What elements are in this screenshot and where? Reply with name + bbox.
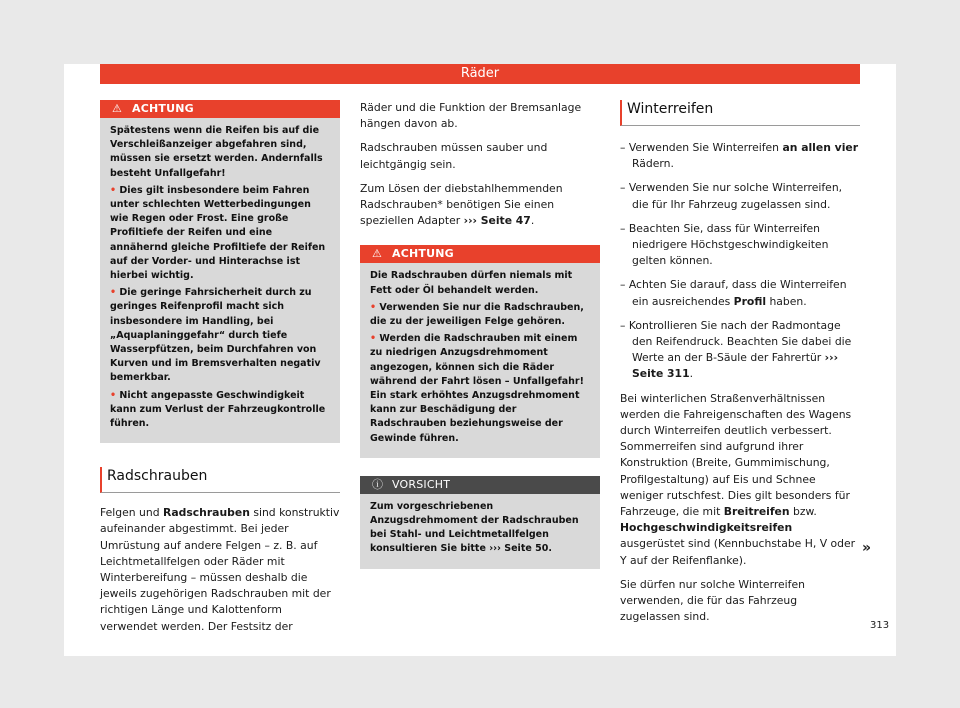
page-reference-link[interactable]: ››› Seite 311	[632, 351, 839, 381]
warning-box-header	[360, 245, 600, 263]
warning-box-header	[100, 100, 340, 118]
page-reference-link[interactable]: ››› Seite 47	[463, 214, 531, 228]
column-middle	[360, 100, 600, 569]
warning-bullet: • Nicht angepasste Geschwindigkeit kann zum Verlust der Fahrzeugkontrolle führen.	[110, 389, 330, 432]
bold-text: Hochgeschwindigkeitsreifen	[620, 521, 793, 535]
list-item	[620, 221, 860, 270]
paragraph: Sie dürfen nur solche Winterreifen verwenden, die für das Fahrzeug zugelassen sind.	[620, 577, 805, 624]
warning-box-body	[360, 263, 600, 457]
warning-box-body	[100, 118, 340, 443]
warning-intro: Die Radschrauben dürfen niemals mit Fett oder Öl behandelt werden.	[370, 270, 573, 296]
warning-triangle-icon: ⚠	[112, 102, 123, 115]
text: haben.	[766, 294, 807, 308]
bold-text: an allen vier	[782, 141, 859, 154]
warning-box	[360, 245, 600, 457]
caution-box-body	[360, 494, 600, 569]
text: .	[548, 543, 552, 555]
bold-text: Breitreifen	[723, 505, 790, 519]
instruction-list	[620, 140, 860, 383]
caution-label: VORSICHT	[392, 477, 451, 491]
text: Verwenden Sie Winterreifen	[628, 141, 783, 154]
warning-label: ACHTUNG	[132, 102, 194, 115]
paragraph: Radschrauben müssen sauber und leichtgängig sein.	[360, 141, 548, 171]
text: Beachten Sie, dass für Winterreifen niedrigere Höchstgeschwindigkeiten gelten können.	[628, 221, 829, 268]
paragraph: Räder und die Funktion der Bremsanlage hängen davon ab.	[360, 101, 582, 131]
list-item	[620, 140, 860, 172]
warning-triangle-icon: ⚠	[372, 247, 383, 261]
caution-box-header	[360, 476, 600, 494]
warning-bullet: • Die geringe Fahrsicherheit durch zu geringes Reifenprofil macht sich insbesondere im Handling, bei „Aquaplaninggefahr“ durch tiefe Wasserpfützen, beim Durchfahren von Kurven und im Bremsverhalten negativ bemerkbar.	[110, 286, 330, 385]
warning-bullet: • Verwenden Sie nur die Radschrauben, die zu der jeweiligen Felge gehören.	[370, 301, 590, 329]
warning-bullet: • Werden die Radschrauben mit einem zu niedrigen Anzugsdrehmoment angezogen, können sich die Räder während der Fahrt lösen – Unfallgefahr! Ein stark erhöhtes Anzugsdrehmoment kann zur Beschädigung der Radschrauben beziehungsweise der Gewinde führen.	[370, 332, 590, 446]
list-item	[620, 180, 860, 212]
caution-text	[370, 500, 590, 557]
text-block	[360, 100, 600, 229]
text: bzw.	[789, 505, 817, 519]
text: .	[530, 214, 535, 228]
list-item	[620, 277, 860, 309]
text: Zum vorgeschriebenen Anzugsdrehmoment der Radschrauben bei Stahl- und Leichtmetallfelgen konsultieren Sie bitte	[370, 500, 579, 555]
text: ausgerüstet sind (Kennbuchstabe H, V oder Y auf der Reifenflanke).	[620, 537, 856, 567]
info-circle-icon: ⓘ	[372, 477, 384, 491]
paragraph	[100, 505, 340, 635]
section-title-winterreifen: Winterreifen	[620, 100, 860, 126]
warning-label: ACHTUNG	[392, 247, 454, 261]
text: Felgen und	[100, 506, 164, 520]
bold-text: Radschrauben	[163, 506, 250, 520]
list-item	[620, 318, 860, 383]
continue-mark: »	[862, 540, 872, 556]
paragraph	[620, 391, 860, 569]
warning-intro: Spätestens wenn die Reifen bis auf die Verschleißanzeiger abgefahren sind, müssen sie ersetzt werden. Andernfalls besteht Unfallgefahr!	[110, 125, 323, 179]
column-right	[620, 100, 860, 633]
text: Rädern.	[632, 157, 674, 171]
text: sind konstruktiv aufeinander abgestimmt. Bei jeder Umrüstung auf andere Felgen – z. B. auf Leichtmetallfelgen oder Räder mit Winterbereifung – müssen deshalb die jeweils zugehörigen Radschrauben mit der richtigen Länge und Kalottenform verwendet werden. Der Festsitz der	[100, 506, 340, 633]
warning-bullet: • Dies gilt insbesondere beim Fahren unter schlechten Wetterbedingungen wie Regen oder Frost. Eine große Profiltiefe der Reifen und eine annähernd gleiche Profiltiefe der Reifen auf der Vorder- und Hinterachse ist hierbei wichtig.	[110, 184, 330, 283]
text: .	[689, 367, 694, 381]
paragraph	[360, 181, 600, 230]
text: Verwenden Sie nur solche Winterreifen, die für Ihr Fahrzeug zugelassen sind.	[628, 181, 843, 211]
warning-box	[100, 100, 340, 443]
page-number: 313	[870, 620, 890, 631]
section-title-radschrauben: Radschrauben	[100, 467, 340, 493]
text: Achten Sie darauf, dass die Winterreifen ein ausreichendes	[628, 278, 847, 308]
caution-box	[360, 476, 600, 569]
text: Zum Lösen der diebstahlhemmenden Radschrauben* benötigen Sie einen speziellen Adapter	[360, 181, 563, 228]
page-reference-link[interactable]: ››› Seite 50	[489, 543, 549, 555]
text: Bei winterlichen Straßenverhältnissen werden die Fahreigenschaften des Wagens durch Winterreifen deutlich verbessert. Sommerreifen sind aufgrund ihrer Konstruktion (Breite, Gummimischung, Profilgestaltung) auf Eis und Schnee weniger rutschfest. Dies gilt besonders für Fahrzeuge, die mit	[620, 391, 852, 519]
text: Kontrollieren Sie nach der Radmontage den Reifendruck. Beachten Sie dabei die Werte an der B-Säule der Fahrertür	[628, 318, 852, 365]
column-left	[100, 100, 340, 635]
bold-text: Profil	[733, 294, 767, 308]
page-header: Räder	[100, 64, 860, 84]
text-block	[620, 391, 860, 626]
